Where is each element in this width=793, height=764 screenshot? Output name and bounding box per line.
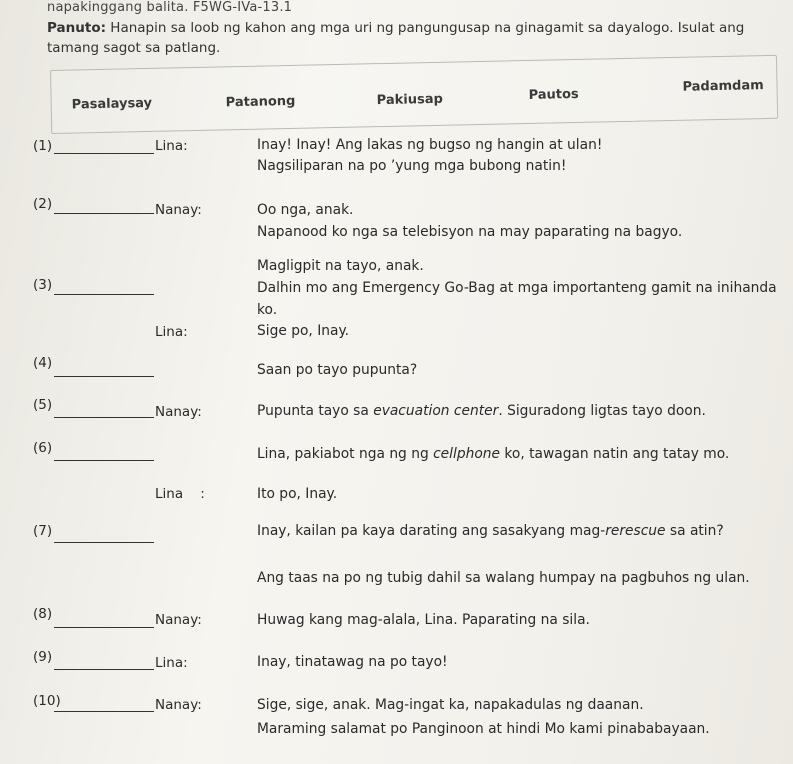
item-number: (10) <box>33 693 61 709</box>
dialogue-line: Sige po, Inay. <box>257 323 350 339</box>
dialogue-text: Pupunta tayo sa <box>257 403 374 419</box>
item-number: (6) <box>33 440 53 456</box>
dialogue-text: Lina, pakiabot nga ng ng <box>257 446 434 462</box>
dialogue-line: ko. <box>257 302 278 318</box>
word-option: Padamdam <box>682 78 764 95</box>
dialogue-line: Inay! Inay! Ang lakas ng bugso ng hangin at ulan! <box>257 137 603 153</box>
word-option: Patanong <box>225 93 296 111</box>
item-number: (7) <box>33 523 53 539</box>
speaker: Nanay: <box>155 404 202 420</box>
dialogue-line: Magligpit na tayo, anak. <box>257 258 424 274</box>
competency-code: napakinggang balita. F5WG-IVa-13.1 <box>47 0 293 15</box>
dialogue-text: Inay, kailan pa kaya darating ang sasakyang mag- <box>257 523 606 539</box>
dialogue-emphasis: rerescue <box>605 523 666 539</box>
item-number: (8) <box>33 606 53 622</box>
item-number: (5) <box>33 397 53 413</box>
dialogue-line: Inay, tinatawag na po tayo! <box>257 654 448 670</box>
dialogue-line: Saan po tayo pupunta? <box>257 362 418 378</box>
dialogue-text: ko, tawagan natin ang tatay mo. <box>500 446 730 462</box>
dialogue-text: sa atin? <box>665 523 724 539</box>
word-option: Pautos <box>528 86 579 103</box>
answer-blank[interactable] <box>54 697 154 712</box>
speaker: Nanay: <box>155 612 202 628</box>
dialogue-text: . Siguradong ligtas tayo doon. <box>498 403 706 419</box>
dialogue-line: Nagsiliparan na po ’yung mga bubong natin! <box>257 158 567 174</box>
dialogue-emphasis: evacuation center <box>373 403 499 419</box>
dialogue-line: Oo nga, anak. <box>257 202 354 218</box>
dialogue-line: Ang taas na po ng tubig dahil sa walang humpay na pagbuhos ng ulan. <box>257 570 750 586</box>
word-option: Pasalaysay <box>71 95 153 113</box>
speaker: Lina : <box>155 486 205 502</box>
dialogue-line: Sige, sige, anak. Mag-ingat ka, napakadulas ng daanan. <box>257 697 644 713</box>
dialogue-emphasis: cellphone <box>433 446 501 462</box>
dialogue-line: Ito po, Inay. <box>257 486 338 502</box>
dialogue-line: Napanood ko nga sa telebisyon na may paparating na bagyo. <box>257 224 683 240</box>
speaker: Lina: <box>155 324 188 340</box>
dialogue-line: Dalhin mo ang Emergency Go-Bag at mga importanteng gamit na inihanda <box>257 280 777 296</box>
dialogue-line: Maraming salamat po Panginoon at hindi Mo kami pinababayaan. <box>257 721 710 737</box>
instruction-label: Panuto: <box>47 20 106 36</box>
speaker: Lina: <box>155 655 188 671</box>
word-option: Pakiusap <box>376 91 443 109</box>
instruction-text: Hanapin sa loob ng kahon ang mga uri ng pangungusap na ginagamit sa dayalogo. Isulat ang tamang sagot sa patlang. <box>47 20 745 56</box>
speaker: Nanay: <box>155 697 202 713</box>
item-number: (1) <box>33 138 53 154</box>
item-number: (3) <box>33 277 53 293</box>
item-number: (4) <box>33 355 53 371</box>
speaker: Lina: <box>155 138 188 154</box>
dialogue-line: Huwag kang mag-alala, Lina. Paparating na sila. <box>257 612 590 628</box>
item-number: (9) <box>33 649 53 665</box>
speaker: Nanay: <box>155 202 202 218</box>
item-number: (2) <box>33 196 53 212</box>
